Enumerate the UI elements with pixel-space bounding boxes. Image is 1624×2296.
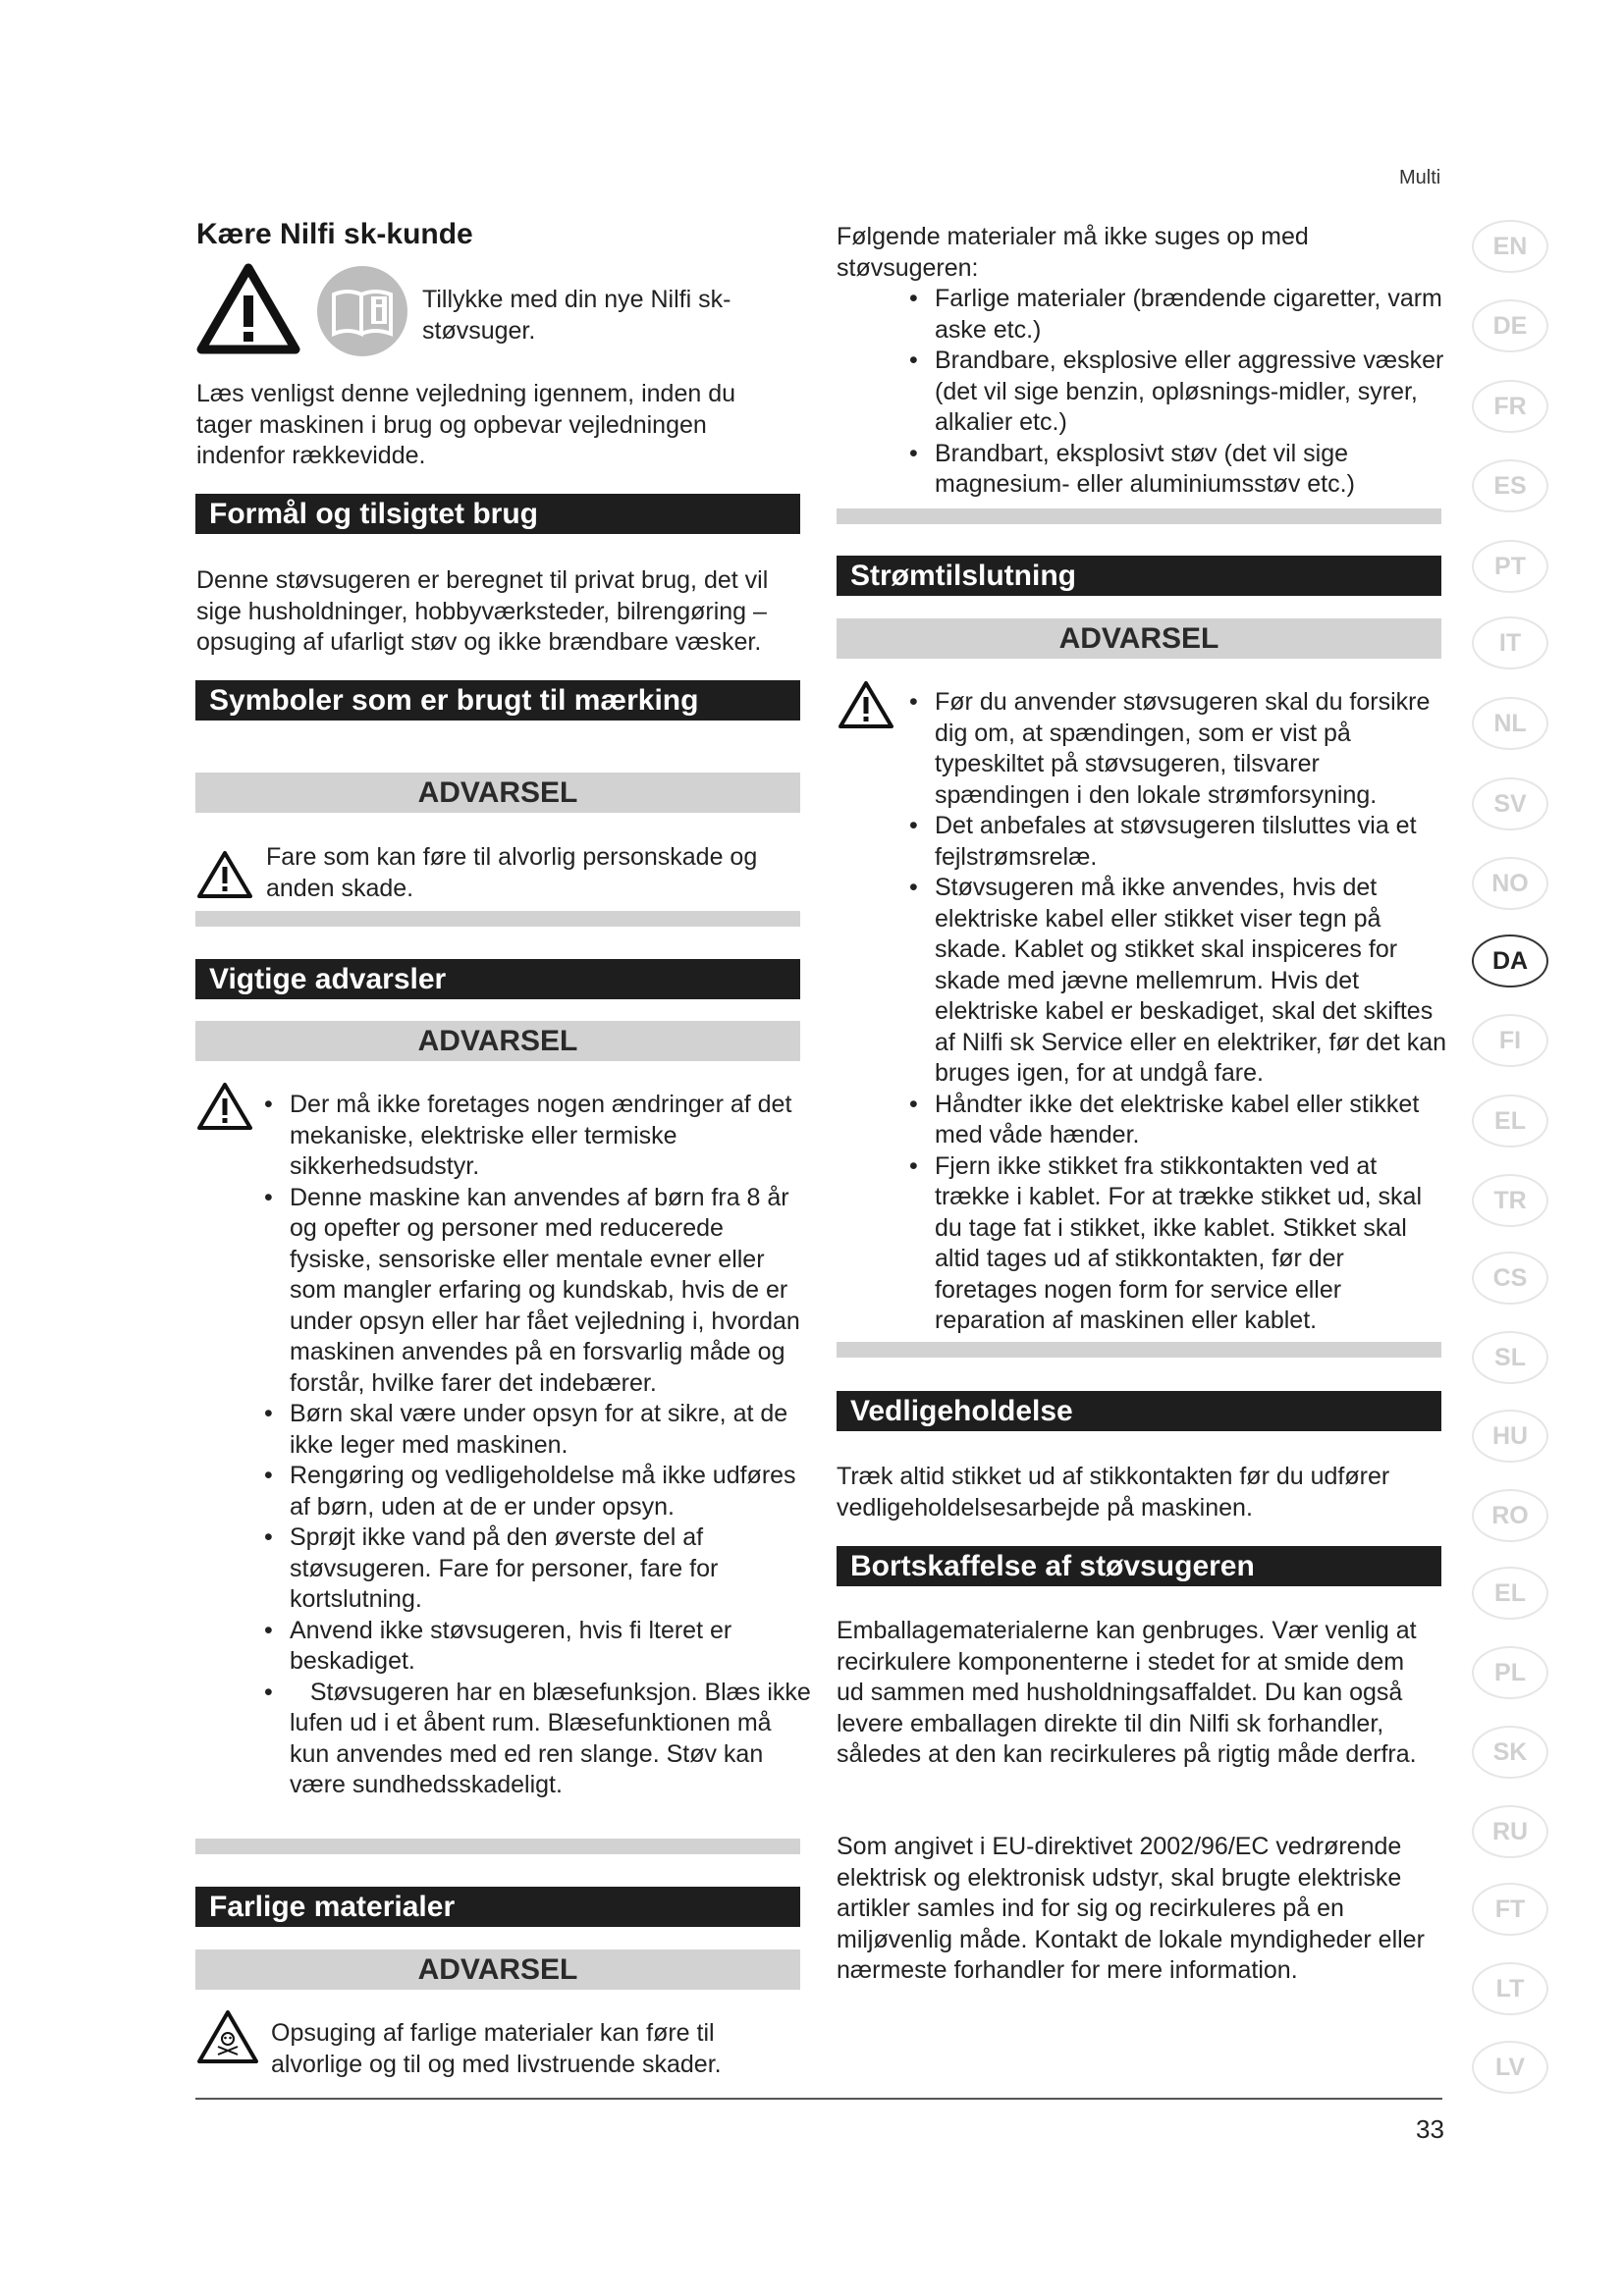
language-tab-pt[interactable]: PT [1472,540,1548,593]
purpose-text: Denne støvsugeren er beregnet til privat brug, det vil sige husholdninger, hobbyværksteder, bilrengøring – opsuging af ufarligt støv og ikke brændbare væsker. [196,566,769,656]
language-tab-sl[interactable]: SL [1472,1331,1548,1384]
language-tab-lv[interactable]: LV [1472,2041,1548,2094]
section-heading-important: Vigtige advarsler [195,959,800,999]
warning-label-important: ADVARSEL [195,1021,800,1061]
language-tab-tr[interactable]: TR [1472,1174,1548,1227]
divider [195,911,800,927]
language-tab-it[interactable]: IT [1472,616,1548,669]
language-tab-nl[interactable]: NL [1472,697,1548,750]
maintenance-text: Træk altid stikket ud af stikkontakten før du udfører vedligeholdelsesarbejde på maskinen. [837,1463,1390,1522]
toxic-hazard-icon [196,2009,259,2064]
list-item: • Støvsugeren må ikke anvendes, hvis det elektriske kabel eller stikket viser tegn på skade. Kablet og stikket skal inspiceres for skade med jævne mellemrum. Hvis det elektriske kabel er beskadiget, skal det skiftes af Nilfi sk Service eller en elektriker, før det kan bruges igen, for at undgå fare. [897,873,1447,1090]
disposal-text-1: Emballagematerialerne kan genbruges. Vær venlig at recirkulere komponenterne i stedet for at smide dem ud sammen med husholdningsaffaldet. Du kan også levere emballagen direkte til din Nilfi sk forhandler, således at den kan recirkuleres på rigtig måde derfra. [837,1617,1417,1768]
list-item: • Brandbare, eksplosive eller aggressive væsker (det vil sige benzin, opløsnings-midler, syrer, alkalier etc.) [897,346,1447,439]
language-tab-de[interactable]: DE [1472,299,1548,352]
language-tab-cs[interactable]: CS [1472,1252,1548,1305]
divider [837,1342,1441,1358]
materials-intro: Følgende materialer må ikke suges op med støvsugeren: [837,223,1309,282]
language-tab-no[interactable]: NO [1472,857,1548,910]
list-item: • Der må ikke foretages nogen ændringer af det mekaniske, elektriske eller termiske sikkerhedsudstyr. [252,1090,812,1183]
intro-congrats: Tillykke med din nye Nilfi sk-støvsuger. [422,286,731,345]
warning-icon [196,1082,253,1131]
warning-icon [196,850,253,899]
hazard-warning-text: Opsuging af farlige materialer kan føre til alvorlige og til og med livstruende skader. [271,2019,722,2078]
section-heading-disposal: Bortskaffelse af støvsugeren [837,1546,1441,1586]
divider [837,508,1441,524]
list-item: • Fjern ikke stikket fra stikkontakten ved at trække i kablet. For at trække stikket ud, skal du tage fat i stikket, ikke kablet. Stikket skal altid tages ud af stikkontakten, før der foretages nogen form for service eller reparation af maskinen eller kablet. [897,1151,1447,1337]
list-item: • Støvsugeren har en blæsefunksjon. Blæs ikke lufen ud i et åbent rum. Blæsefunktionen må kun anvendes med ed ren slange. Støv kan være sundhedsskadeligt. [252,1678,812,1801]
intro-text: Læs venligst denne vejledning igennem, inden du tager maskinen i brug og opbevar vejledningen indenfor rækkevidde. [196,380,735,469]
section-heading-purpose: Formål og tilsigtet brug [195,494,800,534]
power-warnings-list [897,687,1447,1337]
list-item: • Før du anvender støvsugeren skal du forsikre dig om, at spændingen, som er vist på typeskiltet på støvsugeren, tilsvarer spændingen i den lokale strømforsyning. [897,687,1447,811]
list-item: • Håndter ikke det elektriske kabel eller stikket med våde hænder. [897,1090,1447,1151]
list-item: • Farlige materialer (brændende cigaretter, varm aske etc.) [897,284,1447,346]
language-tab-ft[interactable]: FT [1472,1883,1548,1936]
list-item: • Rengøring og vedligeholdelse må ikke udføres af børn, uden at de er under opsyn. [252,1461,812,1522]
language-tab-sv[interactable]: SV [1472,777,1548,830]
warning-label-power: ADVARSEL [837,618,1441,659]
language-tab-es[interactable]: ES [1472,459,1548,512]
language-tab-fr[interactable]: FR [1472,380,1548,433]
list-item: • Sprøjt ikke vand på den øverste del af støvsugeren. Fare for personer, fare for kortslutning. [252,1522,812,1616]
language-tab-en[interactable]: EN [1472,220,1548,273]
symbols-warning-text: Fare som kan føre til alvorlig personskade og anden skade. [266,843,758,902]
language-tab-lt[interactable]: LT [1472,1962,1548,2015]
language-tab-fi[interactable]: FI [1472,1014,1548,1067]
language-tab-el[interactable]: EL [1472,1095,1548,1148]
section-heading-hazard: Farlige materialer [195,1887,800,1927]
warning-label-symbols: ADVARSEL [195,773,800,813]
section-heading-power: Strømtilslutning [837,556,1441,596]
list-item: • Brandbart, eksplosivt støv (det vil sige magnesium- eller aluminiumsstøv etc.) [897,439,1447,501]
footer-rule [195,2098,1442,2100]
language-tab-pl[interactable]: PL [1472,1646,1548,1699]
list-item: • Anvend ikke støvsugeren, hvis fi lteret er beskadiget. [252,1616,812,1678]
header-label: Multi [1399,167,1441,188]
language-tab-da[interactable]: DA [1472,934,1548,988]
language-tab-hu[interactable]: HU [1472,1410,1548,1463]
language-tab-ru[interactable]: RU [1472,1805,1548,1858]
section-heading-symbols: Symboler som er brugt til mærking [195,680,800,721]
language-tab-ro[interactable]: RO [1472,1489,1548,1542]
divider [195,1839,800,1854]
important-warnings-list [252,1090,818,1801]
warning-label-hazard: ADVARSEL [195,1949,800,1990]
list-item: • Børn skal være under opsyn for at sikre, at de ikke leger med maskinen. [252,1399,812,1461]
warning-icon [838,680,894,729]
section-heading-maintenance: Vedligeholdelse [837,1391,1441,1431]
page-number: 33 [1416,2114,1444,2144]
list-item: • Denne maskine kan anvendes af børn fra 8 år og opefter og personer med reducerede fysiske, sensoriske eller mentale evner eller som mangler erfaring og kundskab, hvis de er under opsyn eller har fået vejledning i, hvordan maskinen anvendes på en forsvarlig måde og forstår, hvilke farer det indebærer. [252,1183,812,1400]
language-tab-sk[interactable]: SK [1472,1726,1548,1779]
disposal-text-2: Som angivet i EU-direktivet 2002/96/EC vedrørende elektrisk og elektronisk udstyr, skal brugte elektriske artikler samles ind for sig og recirkuleres på en miljøvenlig måde. Kontakt de lokale myndigheder eller nærmeste forhandler for mere information. [837,1833,1425,1984]
materials-list [897,284,1447,501]
warning-icon [196,263,300,355]
language-tab-el-2[interactable]: EL [1472,1567,1548,1620]
page-title: Kære Nilfi sk-kunde [196,218,473,250]
manual-info-icon [316,265,408,357]
list-item: • Det anbefales at støvsugeren tilsluttes via et fejlstrømsrelæ. [897,811,1447,873]
